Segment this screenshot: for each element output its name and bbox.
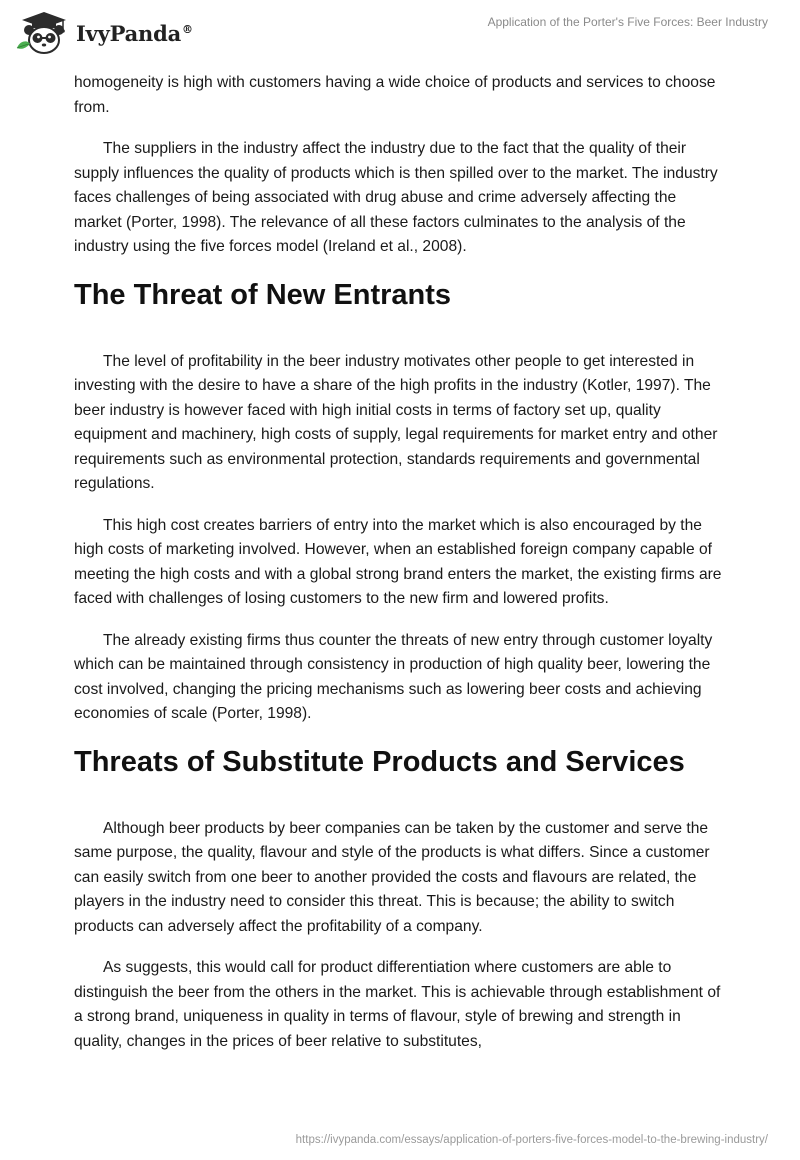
paragraph: This high cost creates barriers of entry into the market which is also encouraged by the high costs of marketing involved. However, when an established foreign company capable of meeting the high costs and with a global strong brand enters the market, the existing firms are faced with challenges of losing customers to the new firm and lowered profits.	[74, 516, 722, 607]
panda-graduate-icon	[14, 8, 70, 56]
essay-body	[74, 71, 726, 1071]
paragraph: The already existing firms thus counter the threats of new entry through customer loyalty which can be maintained through consistency in production of high quality beer, lowering the cost involved, changing the pricing mechanisms such as lowering beer costs and achieving economies of scale (Porter, 1998).	[74, 631, 713, 722]
section-heading-substitutes: Threats of Substitute Products and Services	[74, 745, 685, 778]
page-header	[0, 0, 800, 68]
ivypanda-logo[interactable]	[14, 8, 193, 56]
source-url[interactable]: https://ivypanda.com/essays/application-of-porters-five-forces-model-to-the-brewing-industry/	[295, 1134, 768, 1146]
brand-name: IvyPanda	[76, 20, 182, 46]
registered-mark: ®	[182, 22, 193, 36]
paragraph: Although beer products by beer companies can be taken by the customer and serve the same purpose, the quality, flavour and style of the products is what differs. Since a customer can easily switch from one beer to another provided the costs and flavours are related, the players in the industry need to consider this threat. This is because; the ability to switch products can adversely affect the profitability of a company.	[74, 819, 710, 935]
paragraph: The level of profitability in the beer industry motivates other people to get interested in investing with the desire to have a share of the high profits in the industry (Kotler, 1997). The beer industry is however faced with high initial costs in terms of factory set up, quality equipment and machinery, high costs of supply, legal requirements for market entry and other requirements such as environmental protection, standards requirements and governmental regulations.	[74, 352, 718, 492]
document-title: Application of the Porter's Five Forces: Beer Industry	[487, 15, 768, 29]
paragraph: As suggests, this would call for product differentiation where customers are able to distinguish the beer from the others in the market. This is achievable through establishment of a strong brand, uniqueness in quality in terms of flavour, style of brewing and strength in quality, changes in the prices of beer relative to substitutes,	[74, 959, 721, 1050]
section-heading-new-entrants: The Threat of New Entrants	[74, 278, 452, 311]
paragraph: The suppliers in the industry affect the industry due to the fact that the quality of their supply influences the quality of products which is then spilled over to the market. The industry faces challenges of being associated with drug abuse and crime adversely affecting the market (Porter, 1998). The relevance of all these factors culminates to the analysis of the industry using the five forces model (Ireland et al., 2008).	[74, 140, 718, 255]
paragraph: homogeneity is high with customers having a wide choice of products and services to choose from.	[74, 74, 716, 116]
